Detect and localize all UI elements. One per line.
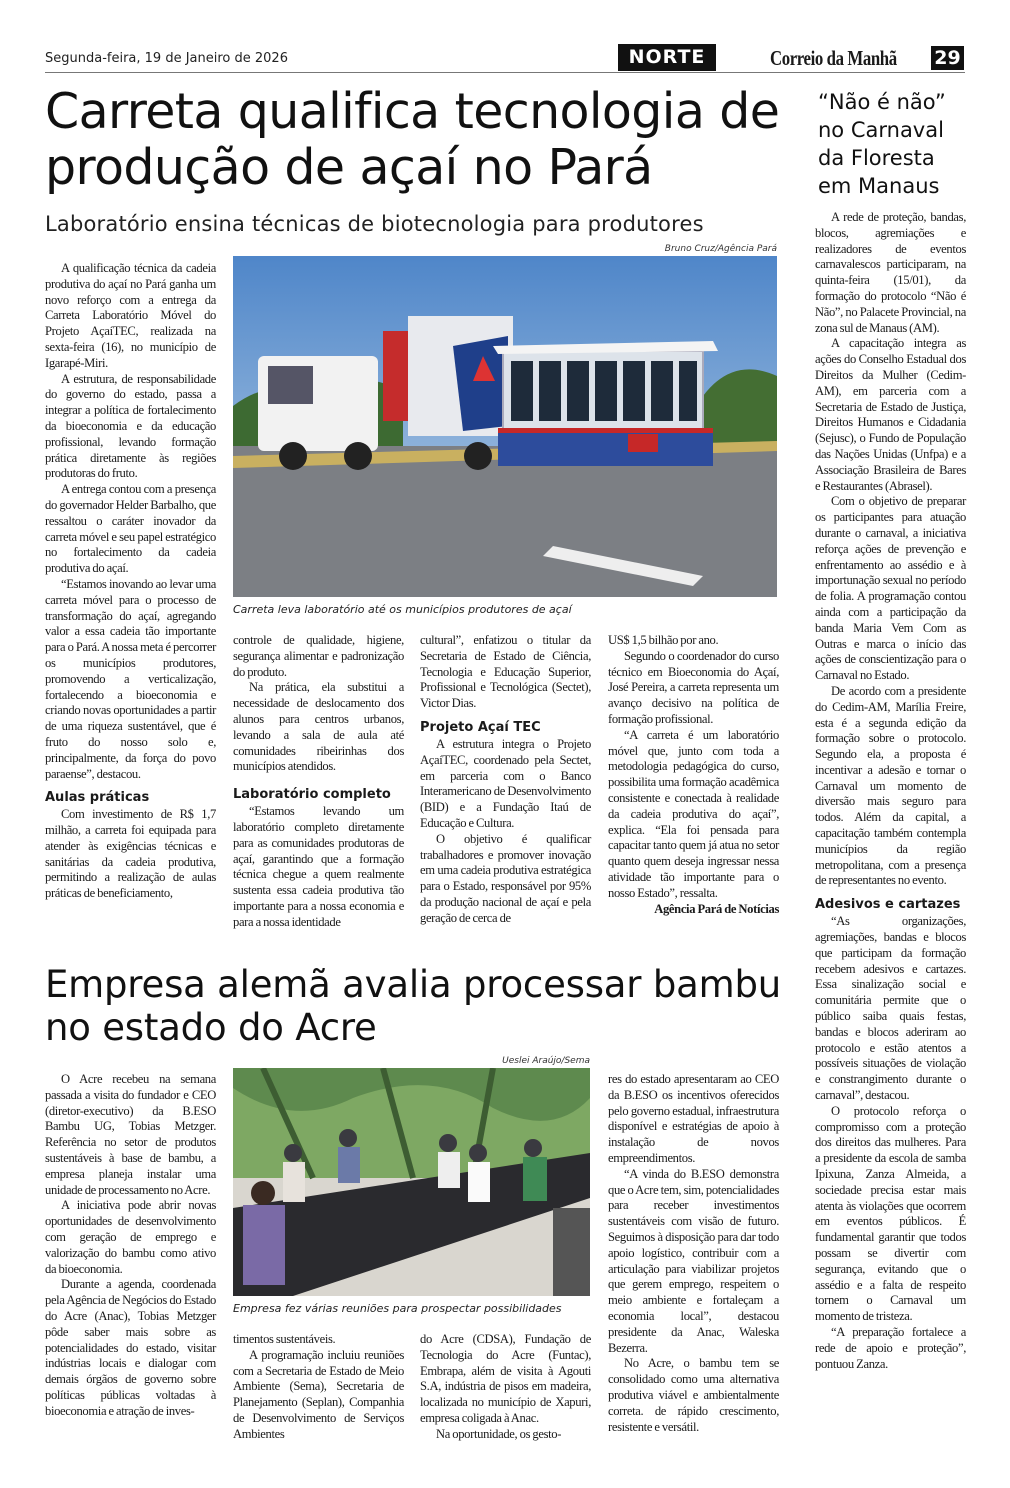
article1-photo-caption: Carreta leva laboratório até os municípios produtores de açaí bbox=[233, 603, 572, 616]
paragraph: A iniciativa pode abrir novas oportunidades de desenvolvimento com geração de emprego e valorização do bambu como ativo da bioeconomia. bbox=[45, 1198, 216, 1276]
article2-headline: Empresa alemã avalia processar bambu no estado do Acre bbox=[45, 963, 781, 1049]
subheading-laboratorio-completo: Laboratório completo bbox=[233, 787, 391, 803]
paragraph: Na oportunidade, os gesto- bbox=[436, 1426, 562, 1441]
paragraph: “Estamos inovando ao levar uma carreta móvel para o processo de transformação do açaí, agregando valor a essa cadeia tão importante para o Pará. A nossa meta é percorrer os municípios produtores, promovendo a verticalização, fortalecendo a bioeconomia e criando novas oportunidades a partir de uma riqueza sustentável, que é fruto do nosso solo e, principalmente, da força do povo paraense”, destacou. bbox=[45, 576, 216, 781]
article1-photo-credit: Bruno Cruz/Agência Pará bbox=[664, 244, 777, 254]
paragraph: A rede de proteção, bandas, blocos, agremiações e realizadores de eventos carnavalescos participaram, na quinta-feira (15/01), da formação do protocolo “Não é Não”, no Palacete Provincial, na zona sul de Manaus (AM). bbox=[815, 210, 966, 335]
paragraph: No Acre, o bambu tem se consolidado como uma alternativa produtiva viável e ambientalmente correta. de rápido crescimento, resistente e versátil. bbox=[608, 1356, 779, 1434]
article1-column-2 bbox=[233, 633, 404, 931]
paragraph: “A carreta é um laboratório móvel que, junto com toda a metodologia pedagógica do curso, possibilita uma formação acadêmica consistente e conectada à realidade da cadeia produtiva do açaí”, explica. “Ela foi pensada para capacitar tanto quem já atua no setor quanto quem deseja ingressar nessa atividade tão importante para o nosso Estado”, ressalta. bbox=[608, 727, 779, 900]
article2-column-3 bbox=[420, 1332, 591, 1443]
paragraph: A qualificação técnica da cadeia produtiva do açaí no Pará ganha um novo reforço com a entrega da Carreta Laboratório Móvel do Projeto AçaíTEC, realizada na sexta-feira (16), no município de Igarapé-Miri. bbox=[45, 261, 216, 370]
paragraph: Com investimento de R$ 1,7 milhão, a carreta foi equipada para atender às exigências técnicas e sanitárias da cadeia produtiva, permitindo a realização de aulas práticas de beneficiamento, bbox=[45, 807, 216, 901]
paragraph: res do estado apresentaram ao CEO da B.ESO os incentivos oferecidos pelo governo estadual, infraestrutura disponível e estratégias de apoio à instalação de novos empreendimentos. bbox=[608, 1072, 779, 1165]
subheading-projeto-acai-tec: Projeto Açaí TEC bbox=[420, 719, 541, 735]
header-divider bbox=[45, 72, 965, 73]
subheading-aulas-praticas: Aulas práticas bbox=[45, 790, 150, 806]
paragraph: Na prática, ela substitui a necessidade de deslocamento dos alunos para centros urbanos, levando a sala de aula até comunidades ribeirinhas dos municípios atendidos. bbox=[233, 680, 404, 774]
paragraph: Durante a agenda, coordenada pela Agência de Negócios do Estado do Acre (Anac), Tobias Metzger pôde saber mais sobre as potencialidades do estado, visitar indústrias locais e dialogar com demais órgãos de governo sobre políticas públicas voltadas à bioeconomia e atração de inves- bbox=[45, 1277, 216, 1418]
paragraph: “As organizações, agremiações, bandas e blocos que participam da formação recebem adesivos e cartazes. Essa sinalização social e comunitária permite que o público saiba quais festas, bandas e blocos aderiram ao protocolo e estão atentos a possíveis situações de violação e constrangimento durante o carnaval”, destacou. bbox=[815, 914, 966, 1103]
paragraph: Segundo o coordenador do curso técnico em Bioeconomia do Açaí, José Pereira, a carreta representa um avanço decisivo na política de formação profissional. bbox=[608, 648, 779, 726]
article2-column-4 bbox=[608, 1072, 779, 1435]
section-label: NORTE bbox=[618, 44, 716, 71]
paragraph: “Estamos levando um laboratório completo diretamente para as comunidades produtoras de açaí, garantindo que a formação técnica chegue a quem realmente sustenta essa cadeia produtiva tão importante para a nossa economia e para a nossa identidade bbox=[233, 804, 404, 929]
paragraph: A estrutura integra o Projeto AçaíTEC, coordenado pela Sectet, em parceria com o Banco Interamericano de Desenvolvimento (BID) e a Fundação Itaú de Educação e Cultura. bbox=[420, 736, 591, 830]
paragraph: cultural”, enfatizou o titular da Secretaria de Estado de Ciência, Tecnologia e Educação Superior, Profissional e Tecnológica (Sectet), Victor Dias. bbox=[420, 633, 591, 711]
article1-photo-truck bbox=[233, 256, 777, 597]
paragraph: A estrutura, de responsabilidade do governo do estado, passa a integrar a política de fortalecimento da bioeconomia e da educação profissional, levando formação prática diretamente às regiões produtoras do fruto. bbox=[45, 371, 216, 481]
subheading-adesivos-e-cartazes: Adesivos e cartazes bbox=[815, 897, 961, 913]
article2-photo-caption: Empresa fez várias reuniões para prospectar possibilidades bbox=[233, 1302, 562, 1315]
sidebar-headline: “Não é não” no Carnaval da Floresta em Manaus bbox=[818, 90, 946, 198]
paragraph: O objetivo é qualificar trabalhadores e promover inovação em uma cadeia produtiva estratégica para o Estado, responsável por 95% da produção nacional de açaí e pela geração de cerca de bbox=[420, 831, 591, 925]
article2-column-2 bbox=[233, 1332, 404, 1443]
article1-headline: Carreta qualifica tecnologia de produção de açaí no Pará bbox=[45, 83, 780, 196]
article1-signature: Agência Pará de Notícias bbox=[654, 901, 779, 916]
paragraph: timentos sustentáveis. bbox=[233, 1332, 336, 1346]
paragraph: O Acre recebeu na semana passada a visita do fundador e CEO (diretor-executivo) da B.ESO Bambu UG, Tobias Metzger. Referência no setor de produtos sustentáveis à base de bambu, a empresa planeja instalar uma unidade de processamento no Acre. bbox=[45, 1072, 216, 1197]
issue-date: Segunda-feira, 19 de Janeiro de 2026 bbox=[45, 51, 288, 66]
paragraph: De acordo com a presidente do Cedim-AM, Marília Freire, esta é a segunda edição da formação sobre o protocolo. Segundo ela, a proposta é incentivar a adesão e tornar o Carnaval um momento de diversão mais seguro para todos. Além da capital, a capacitação também contempla municípios da região metropolitana, com a presença de representantes no evento. bbox=[815, 683, 966, 888]
paragraph: “A preparação fortalece a rede de apoio e proteção”, pontuou Zanza. bbox=[815, 1324, 966, 1371]
paragraph: A programação incluiu reuniões com a Secretaria de Estado de Meio Ambiente (Sema), Secretaria de Planejamento (Seplan), Companhia de Desenvolvimento de Serviços Ambientes bbox=[233, 1347, 404, 1441]
paragraph: A capacitação integra as ações do Conselho Estadual dos Direitos da Mulher (Cedim-AM), em parceria com a Secretaria de Estado de Justiça, Direitos Humanos e Cidadania (Sejusc), o Fundo de População das Nações Unidas (Unfpa) e a Associação Brasileira de Bares e Restaurantes (Abrasel). bbox=[815, 336, 966, 493]
article1-column-3 bbox=[420, 633, 591, 927]
paragraph: do Acre (CDSA), Fundação de Tecnologia do Acre (Funtac), Embrapa, além de visita à Agouti S.A, indústria de pisos em madeira, localizada no município de Xapuri, empresa coligada à Anac. bbox=[420, 1332, 591, 1425]
paragraph: US$ 1,5 bilhão por ano. bbox=[608, 633, 719, 647]
paragraph: “A vinda do B.ESO demonstra que o Acre tem, sim, potencialidades para receber investimentos sustentáveis com visão de futuro. Seguimos à disposição para dar todo apoio logístico, contribuir com a articulação para viabilizar projetos que gerem emprego, respeitem o meio ambiente e fortaleçam a economia local”, destacou presidente da Anac, Waleska Bezerra. bbox=[608, 1166, 779, 1355]
sidebar-column bbox=[815, 210, 966, 1372]
paragraph: controle de qualidade, higiene, segurança alimentar e padronização do produto. bbox=[233, 633, 404, 679]
paragraph: A entrega contou com a presença do governador Helder Barbalho, que ressaltou o caráter inovador da carreta móvel e seu papel estratégico no fortalecimento da cadeia produtiva do açaí. bbox=[45, 482, 216, 576]
article2-photo-meeting bbox=[233, 1068, 590, 1296]
article1-subtitle: Laboratório ensina técnicas de biotecnologia para produtores bbox=[45, 212, 704, 236]
article2-photo-credit: Ueslei Araújo/Sema bbox=[502, 1056, 590, 1066]
article1-column-1 bbox=[45, 261, 216, 902]
article2-column-1 bbox=[45, 1072, 216, 1420]
paragraph: Com o objetivo de preparar os participantes para atuação durante o carnaval, a iniciativa reforça ações de prevenção e enfrentamento ao assédio e à importunação sexual no período de folia. A programação contou ainda com a participação da banda Maria Vem Com as Outras e marca o início das ações de conscientização para o Carnaval no Estado. bbox=[815, 494, 966, 683]
article1-column-4 bbox=[608, 633, 779, 917]
paragraph: O protocolo reforça o compromisso com a proteção dos direitos das mulheres. Para a presidente da escola de samba Ipixuna, Zanza Almeida, a sociedade precisa estar mais atenta às violações que ocorrem em eventos públicos. É fundamental garantir que todos possam se divertir com segurança, evitando que o assédio e a falta de respeito tornem o Carnaval um momento de tristeza. bbox=[815, 1103, 966, 1324]
page-number: 29 bbox=[931, 46, 964, 70]
newspaper-logo: Correio da Manhã bbox=[770, 46, 897, 70]
